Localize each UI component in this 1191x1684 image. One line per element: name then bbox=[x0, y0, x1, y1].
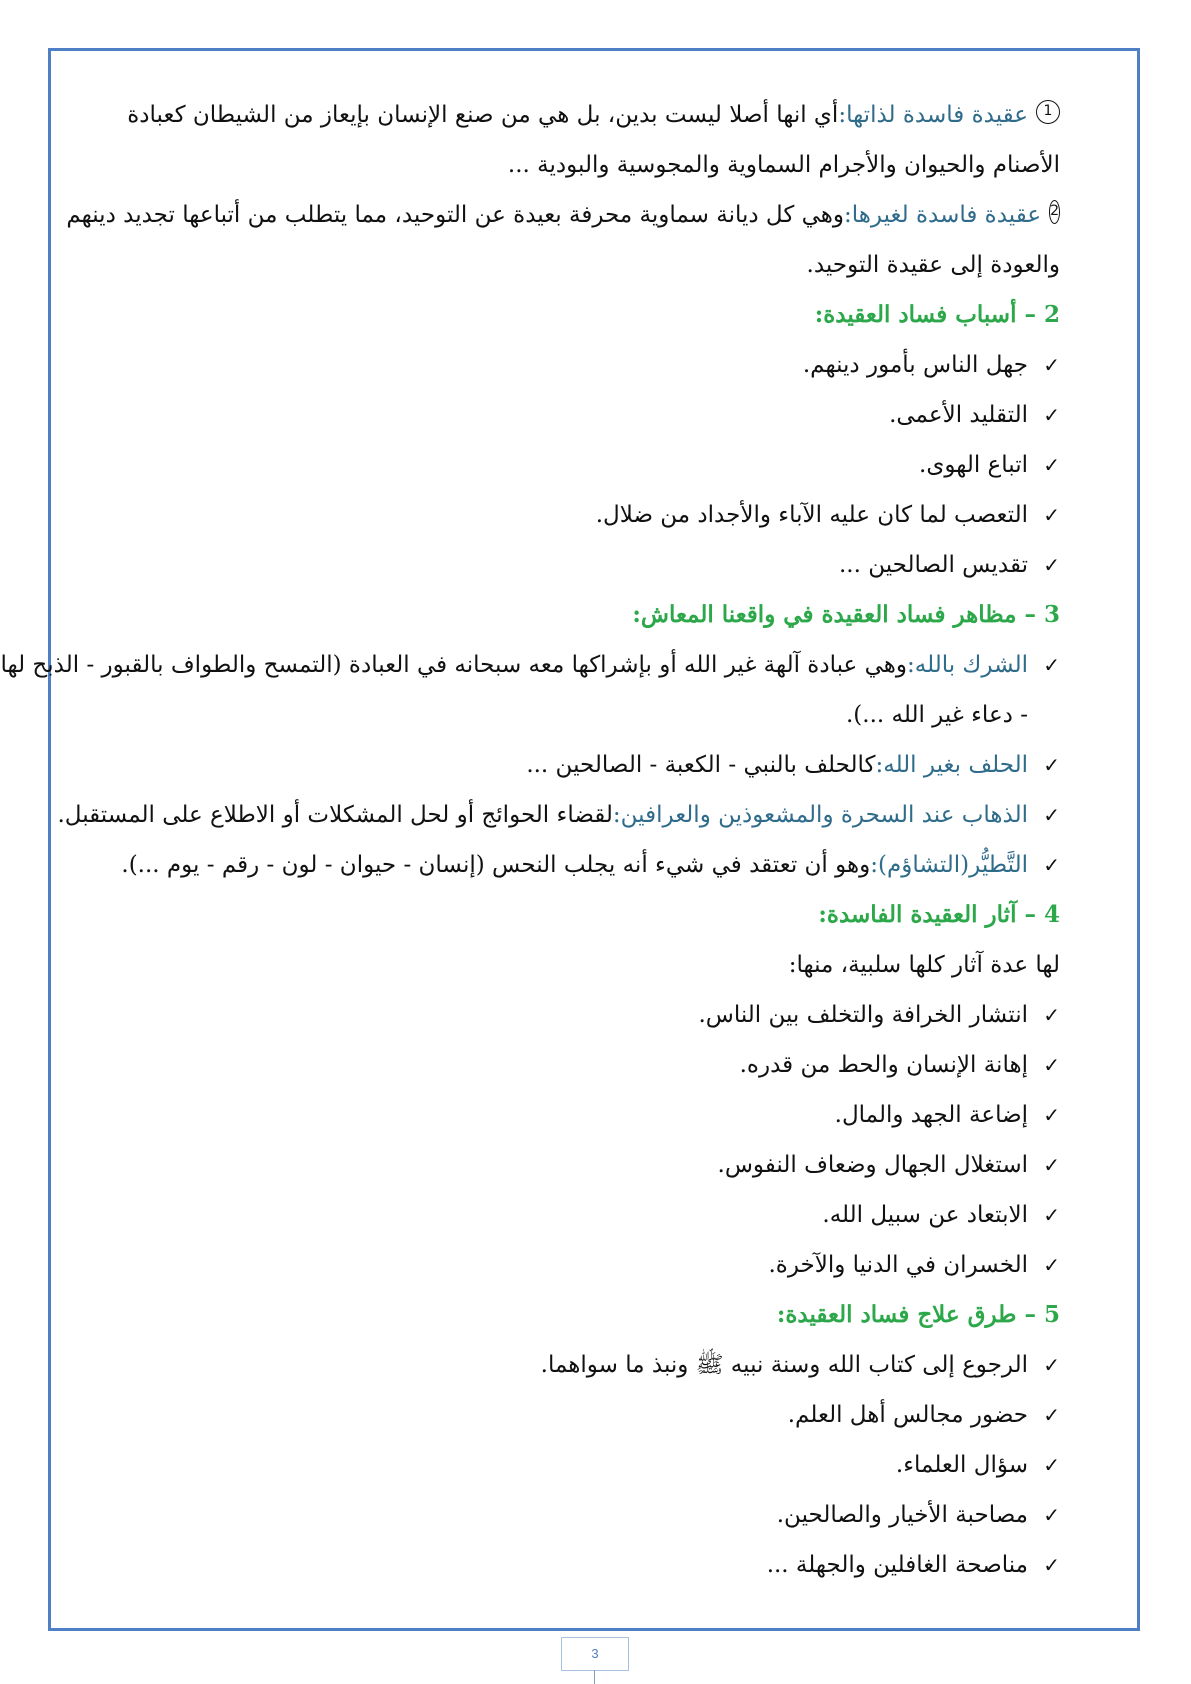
section-intro: لها عدة آثار كلها سلبية، منها: bbox=[788, 952, 1060, 978]
list-item-term: التَّطيُّر(التشاؤم): bbox=[870, 852, 1028, 878]
check-mark-icon: ✓ bbox=[1043, 1553, 1060, 1577]
list-item bbox=[0, 650, 1060, 700]
page-number: 3 bbox=[561, 1637, 629, 1671]
check-mark-icon: ✓ bbox=[1043, 1403, 1060, 1427]
list-item bbox=[88, 1500, 1060, 1550]
list-item bbox=[88, 1550, 1060, 1600]
definition-continuation-text: والعودة إلى عقيدة التوحيد. bbox=[806, 252, 1060, 278]
check-mark-icon: ✓ bbox=[1043, 1453, 1060, 1477]
list-item bbox=[88, 1350, 1060, 1400]
definition-continuation-text: الأصنام والحيوان والأجرام السماوية والمجوسية والبودية ... bbox=[507, 152, 1060, 178]
list-item bbox=[88, 1200, 1060, 1250]
list-item bbox=[88, 1450, 1060, 1500]
list-item-text: إهانة الإنسان والحط من قدره. bbox=[739, 1052, 1028, 1078]
list-item bbox=[88, 1150, 1060, 1200]
list-item-continuation bbox=[88, 700, 1060, 750]
definition-1 bbox=[88, 100, 1060, 150]
circled-number: 1 bbox=[1036, 100, 1060, 124]
list-item-term: الشرك بالله: bbox=[907, 652, 1028, 678]
check-mark-icon: ✓ bbox=[1043, 353, 1060, 377]
check-mark-icon: ✓ bbox=[1043, 853, 1060, 877]
list-item-text: مصاحبة الأخيار والصالحين. bbox=[776, 1502, 1028, 1528]
check-mark-icon: ✓ bbox=[1043, 803, 1060, 827]
list-item bbox=[88, 450, 1060, 500]
check-mark-icon: ✓ bbox=[1043, 1103, 1060, 1127]
list-item-text: جهل الناس بأمور دينهم. bbox=[802, 352, 1028, 378]
list-item-text: مناصحة الغافلين والجهلة ... bbox=[766, 1552, 1028, 1578]
list-item bbox=[88, 1100, 1060, 1150]
list-item-text: حضور مجالس أهل العلم. bbox=[787, 1402, 1028, 1428]
list-item bbox=[88, 1400, 1060, 1450]
page-content bbox=[0, 100, 1060, 1600]
check-mark-icon: ✓ bbox=[1043, 503, 1060, 527]
definition-text: وهي كل ديانة سماوية محرفة بعيدة عن التوحيد، مما يتطلب من أتباعها تجديد دينهم bbox=[66, 202, 845, 228]
check-mark-icon: ✓ bbox=[1043, 403, 1060, 427]
list-item-text: تقديس الصالحين ... bbox=[838, 552, 1028, 578]
section-heading-4: 4 – آثار العقيدة الفاسدة: bbox=[818, 901, 1060, 928]
check-mark-icon: ✓ bbox=[1043, 553, 1060, 577]
list-item-text: سؤال العلماء. bbox=[895, 1452, 1028, 1478]
definition-term: عقيدة فاسدة لذاتها: bbox=[838, 102, 1028, 128]
check-mark-icon: ✓ bbox=[1043, 753, 1060, 777]
list-item-text: اتباع الهوى. bbox=[919, 452, 1028, 478]
list-item-text: لقضاء الحوائج أو لحل المشكلات أو الاطلاع على المستقبل. bbox=[57, 802, 613, 828]
check-mark-icon: ✓ bbox=[1043, 1253, 1060, 1277]
check-mark-icon: ✓ bbox=[1043, 453, 1060, 477]
definition-2-continuation bbox=[88, 250, 1060, 300]
list-item bbox=[88, 1000, 1060, 1050]
check-mark-icon: ✓ bbox=[1043, 1503, 1060, 1527]
list-item bbox=[57, 800, 1060, 850]
list-item-text: كالحلف بالنبي - الكعبة - الصالحين ... bbox=[526, 752, 876, 778]
check-mark-icon: ✓ bbox=[1043, 1353, 1060, 1377]
list-item bbox=[88, 400, 1060, 450]
list-item-text: وهي عبادة آلهة غير الله أو بإشراكها معه سبحانه في العبادة (التمسح والطواف بالقبور - الذبح لها bbox=[0, 652, 907, 678]
list-item-term: الذهاب عند السحرة والمشعوذين والعرافين: bbox=[612, 802, 1028, 828]
section-heading-2: 2 – أسباب فساد العقيدة: bbox=[814, 301, 1060, 328]
page-number-connector bbox=[594, 1670, 595, 1684]
list-item-text: الخسران في الدنيا والآخرة. bbox=[768, 1252, 1028, 1278]
list-item bbox=[88, 750, 1060, 800]
list-item-text: استغلال الجهال وضعاف النفوس. bbox=[717, 1152, 1028, 1178]
check-mark-icon: ✓ bbox=[1043, 1203, 1060, 1227]
section-heading-5: 5 – طرق علاج فساد العقيدة: bbox=[776, 1301, 1060, 1328]
definition-2 bbox=[66, 200, 1060, 250]
list-item-continuation-text: - دعاء غير الله ...). bbox=[845, 702, 1028, 728]
list-item-text: التقليد الأعمى. bbox=[889, 402, 1028, 428]
definition-term: عقيدة فاسدة لغيرها: bbox=[844, 202, 1042, 228]
check-mark-icon: ✓ bbox=[1043, 1053, 1060, 1077]
list-item-text: التعصب لما كان عليه الآباء والأجداد من ضلال. bbox=[595, 502, 1028, 528]
list-item bbox=[88, 350, 1060, 400]
list-item bbox=[88, 1050, 1060, 1100]
list-item bbox=[88, 850, 1060, 900]
check-mark-icon: ✓ bbox=[1043, 1003, 1060, 1027]
list-item bbox=[88, 500, 1060, 550]
check-mark-icon: ✓ bbox=[1043, 1153, 1060, 1177]
list-item bbox=[88, 1250, 1060, 1300]
list-item-term: الحلف بغير الله: bbox=[875, 752, 1028, 778]
circled-number: 2 bbox=[1049, 200, 1060, 224]
list-item bbox=[88, 550, 1060, 600]
list-item-text: الرجوع إلى كتاب الله وسنة نبيه ﷺ ونبذ ما سواهما. bbox=[540, 1352, 1028, 1378]
check-mark-icon: ✓ bbox=[1043, 653, 1060, 677]
section-heading-3: 3 – مظاهر فساد العقيدة في واقعنا المعاش: bbox=[632, 601, 1060, 628]
list-item-text: وهو أن تعتقد في شيء أنه يجلب النحس (إنسان - حيوان - لون - رقم - يوم ...). bbox=[121, 852, 871, 878]
list-item-text: الابتعاد عن سبيل الله. bbox=[822, 1202, 1028, 1228]
definition-text: أي انها أصلا ليست بدين، بل هي من صنع الإنسان بإيعاز من الشيطان كعبادة bbox=[127, 102, 839, 128]
list-item-text: إضاعة الجهد والمال. bbox=[834, 1102, 1028, 1128]
definition-1-continuation bbox=[88, 150, 1060, 200]
list-item-text: انتشار الخرافة والتخلف بين الناس. bbox=[698, 1002, 1028, 1028]
